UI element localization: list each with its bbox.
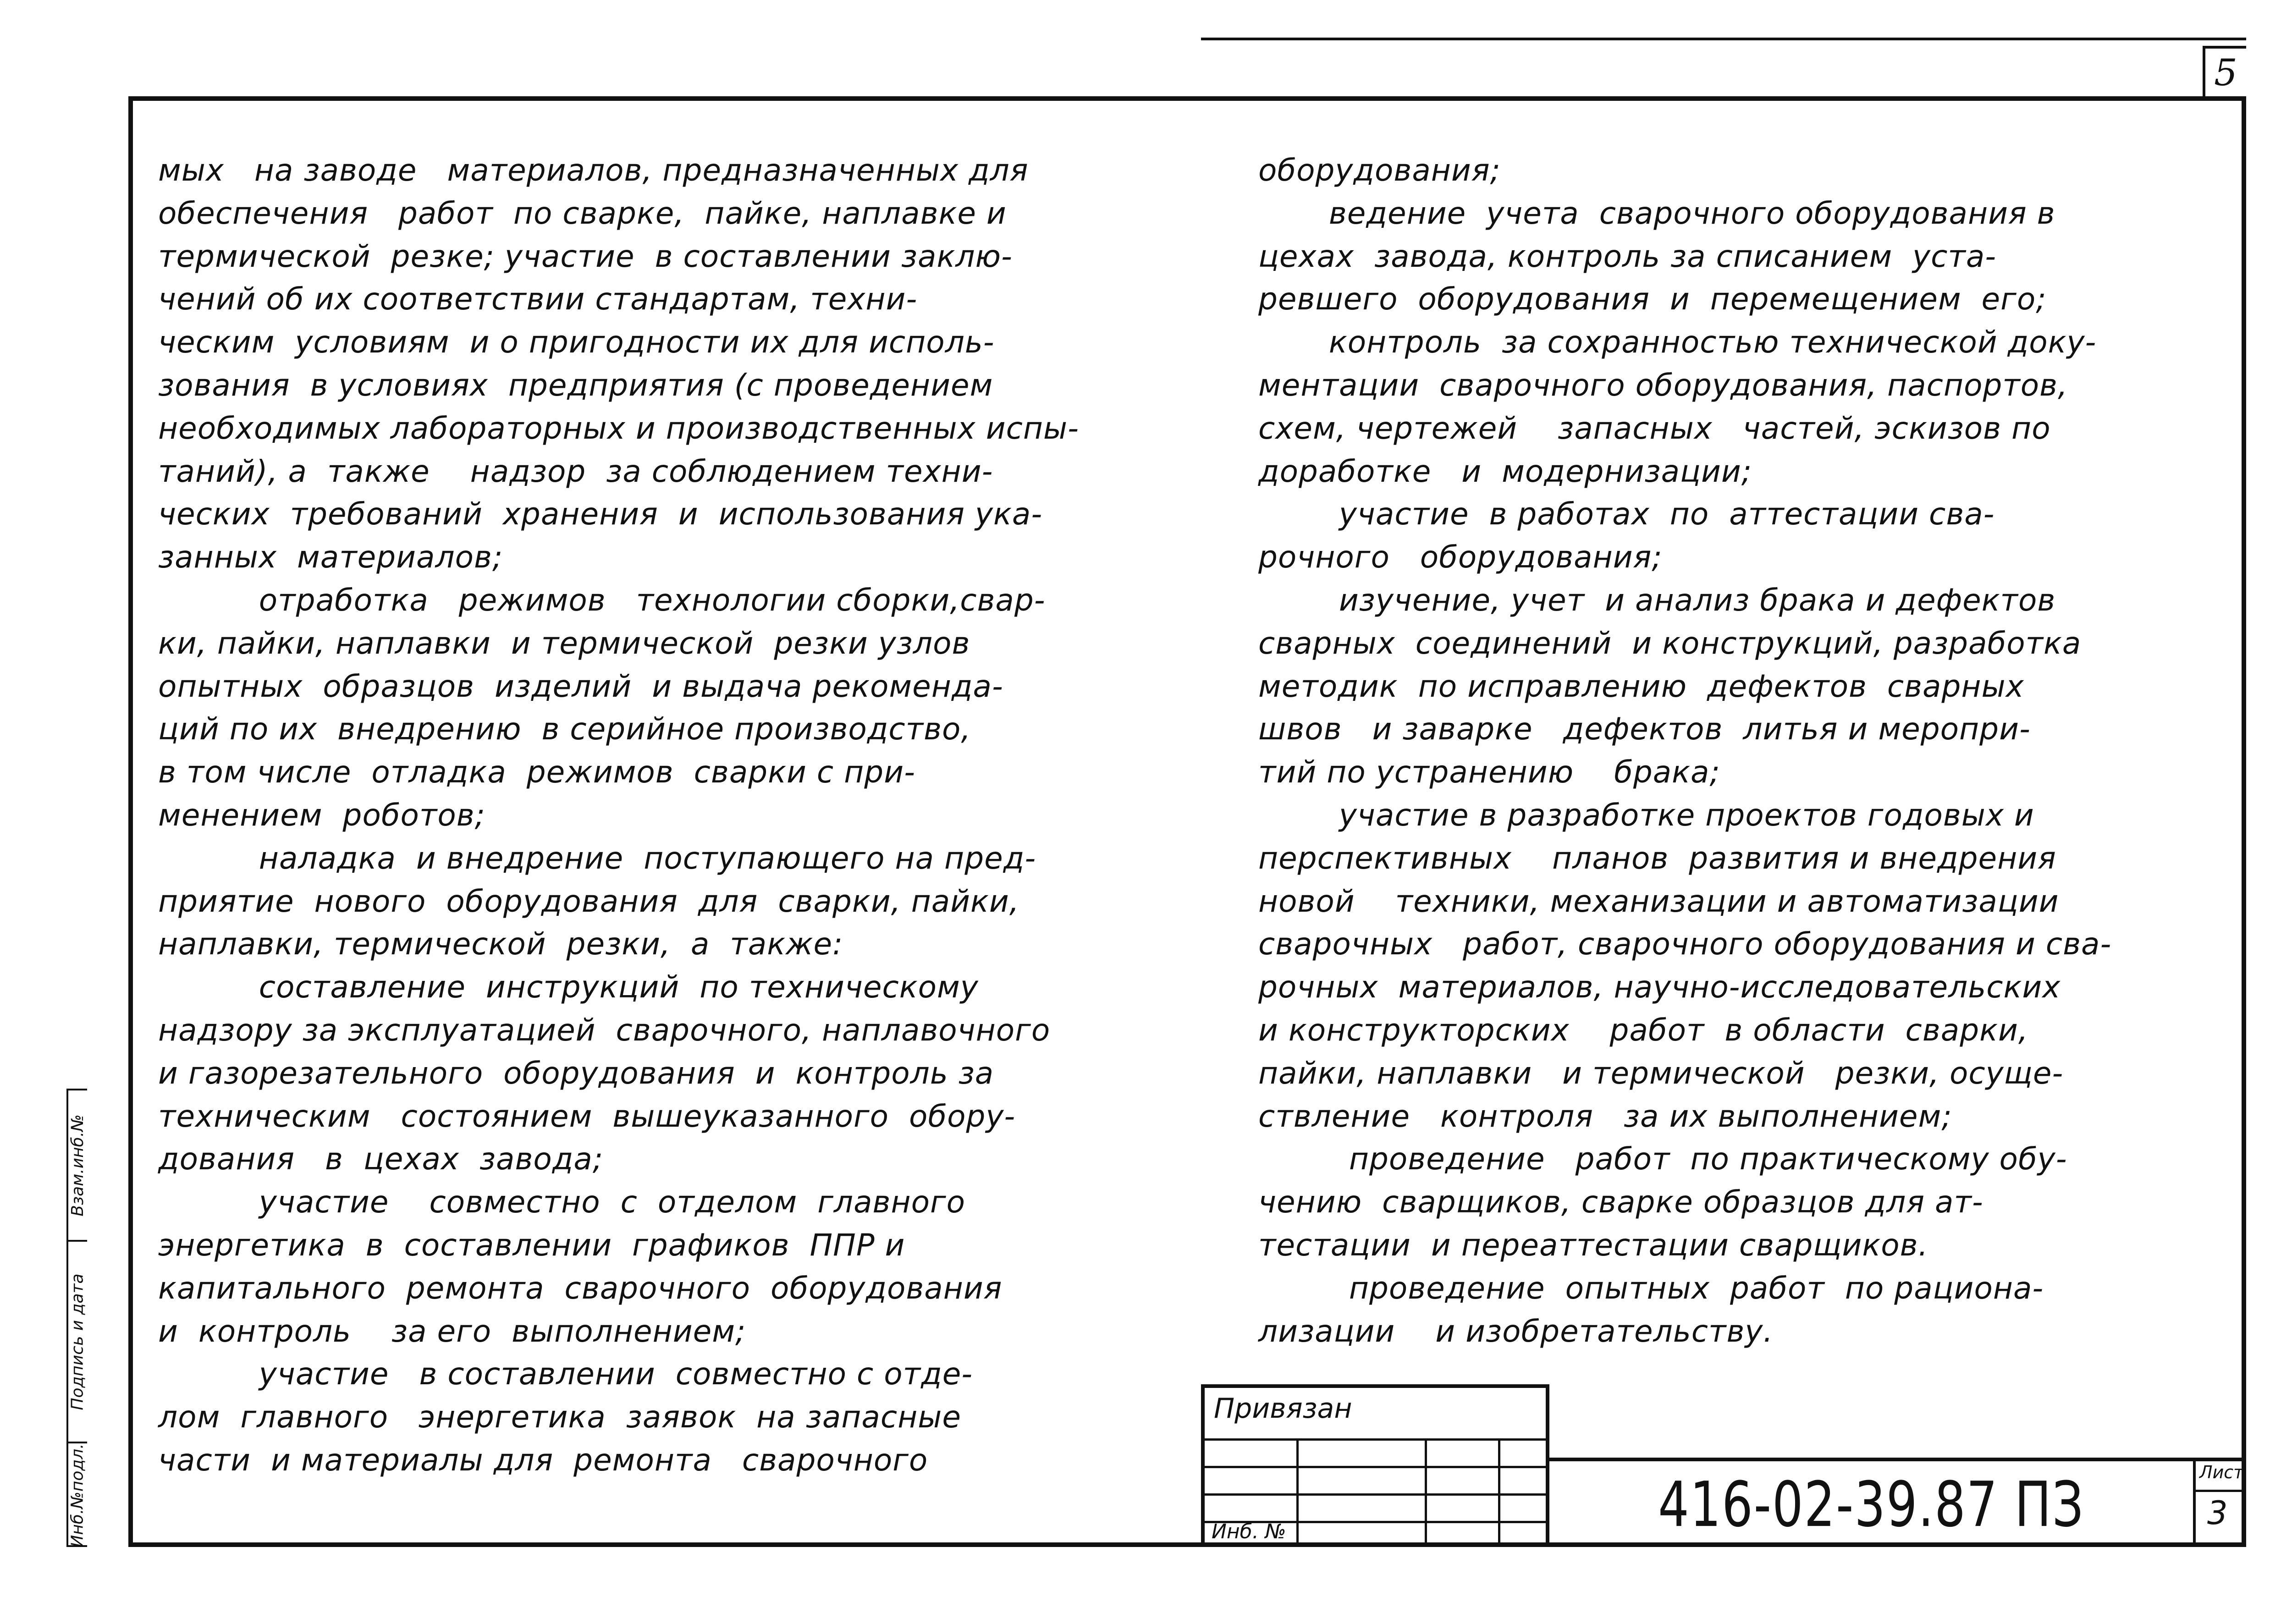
text-line: тестации и переаттестации сварщиков. bbox=[1258, 1227, 1928, 1263]
sheet-number: 3 bbox=[2207, 1494, 2228, 1532]
text-line: надзору за эксплуатацией сварочного, наплавочного bbox=[158, 1012, 1051, 1048]
signature-date-label: Подпись и дата bbox=[68, 1273, 87, 1410]
text-line: тий по устранению брака; bbox=[1258, 754, 1720, 790]
inventory-label: Инб. № bbox=[1212, 1520, 1286, 1543]
text-line: швов и заварке дефектов литья и меропри- bbox=[1258, 711, 2031, 747]
text-line: ческим условиям и о пригодности их для исполь- bbox=[158, 325, 995, 360]
text-line: участие в составлении совместно с отде- bbox=[158, 1356, 973, 1392]
text-line: участие совместно с отделом главного bbox=[158, 1184, 966, 1220]
text-line: ки, пайки, наплавки и термической резки узлов bbox=[158, 625, 970, 661]
text-line: лизации и изобретательству. bbox=[1258, 1313, 1774, 1349]
text-line: капитального ремонта сварочного оборудования bbox=[158, 1270, 1003, 1306]
text-line: приятие нового оборудования для сварки, пайки, bbox=[158, 883, 1019, 919]
stamp-column-line bbox=[1296, 1438, 1299, 1547]
text-line: участие в разработке проектов годовых и bbox=[1258, 797, 2034, 833]
replaces-inventory-cell bbox=[68, 1090, 87, 1242]
text-line: менением роботов; bbox=[158, 797, 485, 833]
text-line: проведение работ по практическому обу- bbox=[1258, 1141, 2067, 1177]
title-block bbox=[1549, 1458, 2196, 1547]
text-line: и конструкторских работ в области сварки, bbox=[1258, 1012, 2028, 1048]
text-line: схем, чертежей запасных частей, эскизов по bbox=[1258, 410, 2051, 446]
text-line: части и материалы для ремонта сварочного bbox=[158, 1442, 928, 1478]
binding-stamp bbox=[1201, 1384, 1549, 1547]
text-line: изучение, учет и анализ брака и дефектов bbox=[1258, 582, 2056, 618]
text-line: контроль за сохранностью технической доку- bbox=[1258, 325, 2097, 360]
text-line: таний), а также надзор за соблюдением техни- bbox=[158, 453, 993, 489]
stamp-column-line bbox=[1498, 1438, 1500, 1547]
stamp-title: Привязан bbox=[1214, 1393, 1352, 1425]
text-line: занных материалов; bbox=[158, 539, 503, 575]
text-line: отработка режимов технологии сборки,свар- bbox=[158, 582, 1046, 618]
text-line: составление инструкций по техническому bbox=[158, 969, 979, 1005]
text-line: доработке и модернизации; bbox=[1258, 453, 1752, 489]
document-code: 416-02-39.87 ПЗ bbox=[1658, 1468, 2084, 1541]
binder-strip bbox=[66, 1089, 87, 1547]
right-text-column bbox=[1258, 149, 2235, 1353]
page-number-box bbox=[2203, 46, 2246, 96]
text-line: в том числе отладка режимов сварки с при- bbox=[158, 754, 915, 790]
original-inventory-label: Инб.№подл. bbox=[68, 1443, 87, 1547]
text-line: техническим состоянием вышеуказанного обору- bbox=[158, 1098, 1016, 1134]
text-line: новой техники, механизации и автоматизации bbox=[1258, 883, 2059, 919]
stamp-divider bbox=[1205, 1438, 1546, 1441]
text-line: ствление контроля за их выполнением; bbox=[1258, 1098, 1952, 1134]
text-line: ментации сварочного оборудования, паспортов, bbox=[1258, 367, 2068, 403]
text-line: ций по их внедрению в серийное производство, bbox=[158, 711, 971, 747]
text-line: ведение учета сварочного оборудования в bbox=[1258, 195, 2055, 231]
text-line: чению сварщиков, сварке образцов для ат- bbox=[1258, 1184, 1983, 1220]
text-line: участие в работах по аттестации сва- bbox=[1258, 496, 1995, 532]
top-border-line bbox=[1201, 38, 2246, 40]
text-line: опытных образцов изделий и выдача рекоменда- bbox=[158, 668, 1003, 704]
text-line: необходимых лабораторных и производственных испы- bbox=[158, 410, 1079, 446]
text-line: лом главного энергетика заявок на запасные bbox=[158, 1399, 962, 1435]
text-line: и газорезательного оборудования и контроль за bbox=[158, 1055, 994, 1091]
text-line: проведение опытных работ по рациона- bbox=[1258, 1270, 2044, 1306]
text-line: и контроль за его выполнением; bbox=[158, 1313, 746, 1349]
text-line: ческих требований хранения и использования ука- bbox=[158, 496, 1043, 532]
text-line: перспективных планов развития и внедрения bbox=[1258, 840, 2056, 876]
text-line: сварных соединений и конструкций, разработка bbox=[1258, 625, 2082, 661]
text-line: зования в условиях предприятия (с проведением bbox=[158, 367, 993, 403]
text-line: сварочных работ, сварочного оборудования и сва- bbox=[1258, 926, 2112, 962]
text-line: оборудования; bbox=[1258, 153, 1501, 188]
text-line: дования в цехах завода; bbox=[158, 1141, 604, 1177]
text-line: наладка и внедрение поступающего на пред- bbox=[158, 840, 1036, 876]
text-line: мых на заводе материалов, предназначенных для bbox=[158, 153, 1029, 188]
sheet-box bbox=[2196, 1458, 2246, 1547]
text-line: обеспечения работ по сварке, пайке, наплавке и bbox=[158, 195, 1007, 231]
text-line: методик по исправлению дефектов сварных bbox=[1258, 668, 2024, 704]
text-line: термической резке; участие в составлении заклю- bbox=[158, 238, 1013, 274]
original-inventory-cell bbox=[68, 1443, 87, 1547]
text-line: энергетика в составлении графиков ППР и bbox=[158, 1227, 905, 1263]
stamp-column-line bbox=[1425, 1438, 1427, 1547]
signature-date-cell bbox=[68, 1242, 87, 1443]
text-line: цехах завода, контроль за списанием уста- bbox=[1258, 238, 1997, 274]
page-number: 5 bbox=[2214, 51, 2237, 94]
left-text-column bbox=[158, 149, 1180, 1482]
sheet-divider bbox=[2196, 1490, 2246, 1492]
text-line: наплавки, термической резки, а также: bbox=[158, 926, 843, 962]
text-line: пайки, наплавки и термической резки, осуще- bbox=[1258, 1055, 2064, 1091]
text-line: чений об их соответствии стандартам, техни- bbox=[158, 281, 918, 317]
replaces-inventory-label: Взам.инб.№ bbox=[68, 1114, 87, 1217]
text-line: ревшего оборудования и перемещением его; bbox=[1258, 281, 2047, 317]
text-line: рочных материалов, научно-исследовательских bbox=[1258, 969, 2061, 1005]
text-line: рочного оборудования; bbox=[1258, 539, 1663, 575]
stamp-divider bbox=[1205, 1466, 1546, 1468]
stamp-divider bbox=[1205, 1493, 1546, 1496]
sheet-label: Лист bbox=[2199, 1462, 2244, 1482]
